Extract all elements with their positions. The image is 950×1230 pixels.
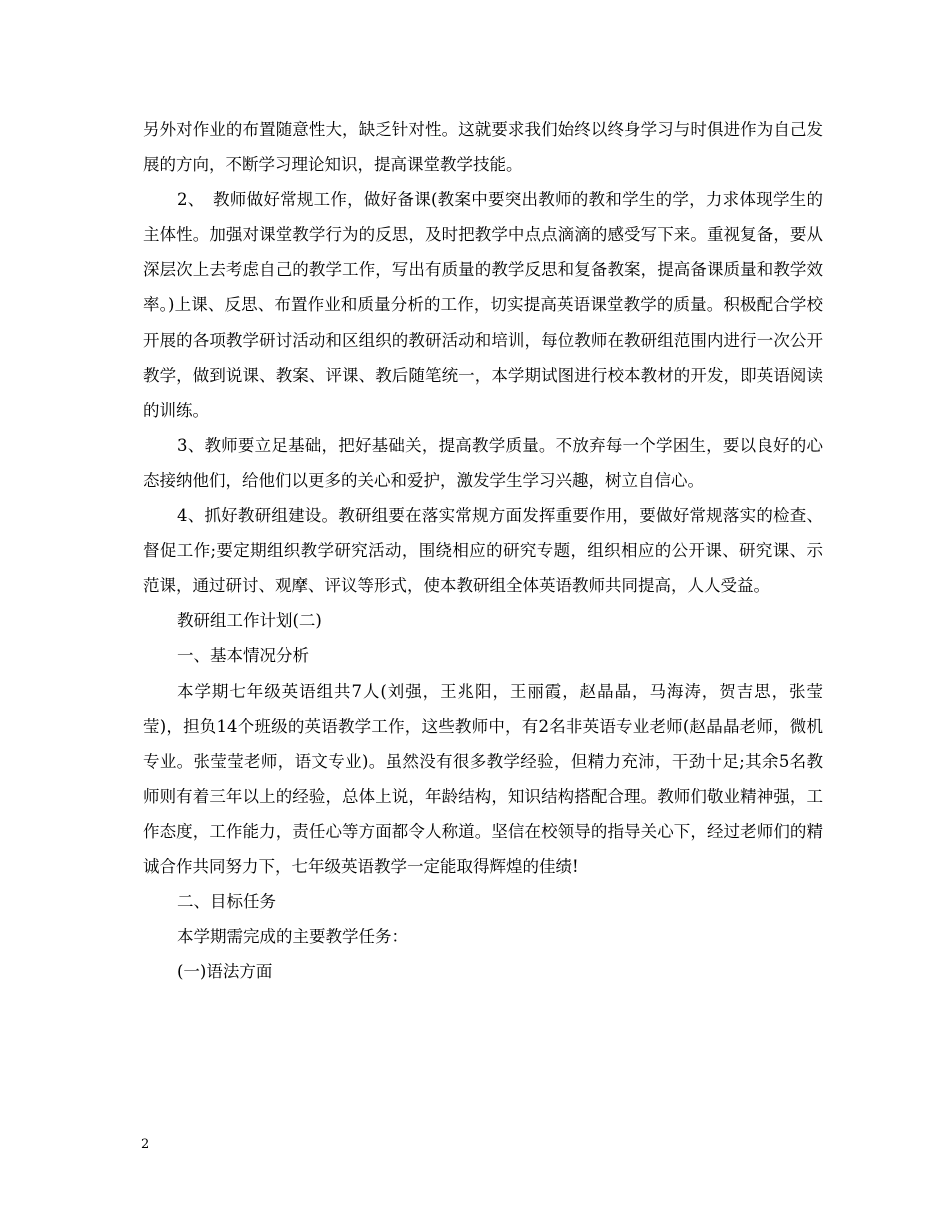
paragraph-goals-intro: 本学期需完成的主要教学任务： bbox=[177, 927, 408, 947]
paragraph-item-4: 4、抓好教研组建设。教研组要在落实常规方面发挥重要作用，要做好常规落实的检查、督促工作;要定期组织教学研究活动，围绕相应的研究专题，组织相应的公开课、研究课、示范课，通过研讨、观摩、评议等形式，使本教研组全体英语教师共同提高，人人受益。 bbox=[143, 506, 823, 596]
section-title: 教研组工作计划(二) bbox=[177, 611, 322, 631]
paragraph-basic-analysis: 本学期七年级英语组共7人(刘强，王兆阳，王丽霞，赵晶晶，马海涛，贺吉思，张莹莹)，担负14个班级的英语教学工作，这些教师中，有2名非英语专业老师(赵晶晶老师，微机专业。张莹莹老师，语文专业)。虽然没有很多教学经验，但精力充沛，干劲十足;其余5名教师则有着三年以上的经验，总体上说，年龄结构，知识结构搭配合理。教师们敬业精神强，工作态度，工作能力，责任心等方面都令人称道。坚信在校领导的指导关心下，经过老师们的精诚合作共同努力下，七年级英语教学一定能取得辉煌的佳绩! bbox=[143, 681, 823, 876]
page-number: 2 bbox=[141, 1137, 150, 1152]
heading-basic-analysis: 一、基本情况分析 bbox=[177, 646, 309, 666]
heading-goals: 二、目标任务 bbox=[177, 892, 276, 912]
subheading-grammar: (一)语法方面 bbox=[177, 962, 273, 982]
paragraph-continuation: 另外对作业的布置随意性大，缺乏针对性。这就要求我们始终以终身学习与时俱进作为自己发展的方向，不断学习理论知识，提高课堂教学技能。 bbox=[143, 120, 823, 175]
document-body bbox=[143, 112, 823, 989]
paragraph-item-3: 3、教师要立足基础，把好基础关，提高教学质量。不放弃每一个学困生，要以良好的心态接纳他们，给他们以更多的关心和爱护，激发学生学习兴趣，树立自信心。 bbox=[143, 435, 823, 490]
paragraph-item-2: 2、 教师做好常规工作，做好备课(教案中要突出教师的教和学生的学，力求体现学生的主体性。加强对课堂教学行为的反思，及时把教学中点点滴滴的感受写下来。重视复备，要从深层次上去考虑自己的教学工作，写出有质量的教学反思和复备教案，提高备课质量和教学效率。)上课、反思、布置作业和质量分析的工作，切实提高英语课堂教学的质量。积极配合学校开展的各项教学研讨活动和区组织的教研活动和培训，每位教师在教研组范围内进行一次公开教学，做到说课、教案、评课、教后随笔统一，本学期试图进行校本教材的开发，即英语阅读的训练。 bbox=[143, 190, 823, 420]
